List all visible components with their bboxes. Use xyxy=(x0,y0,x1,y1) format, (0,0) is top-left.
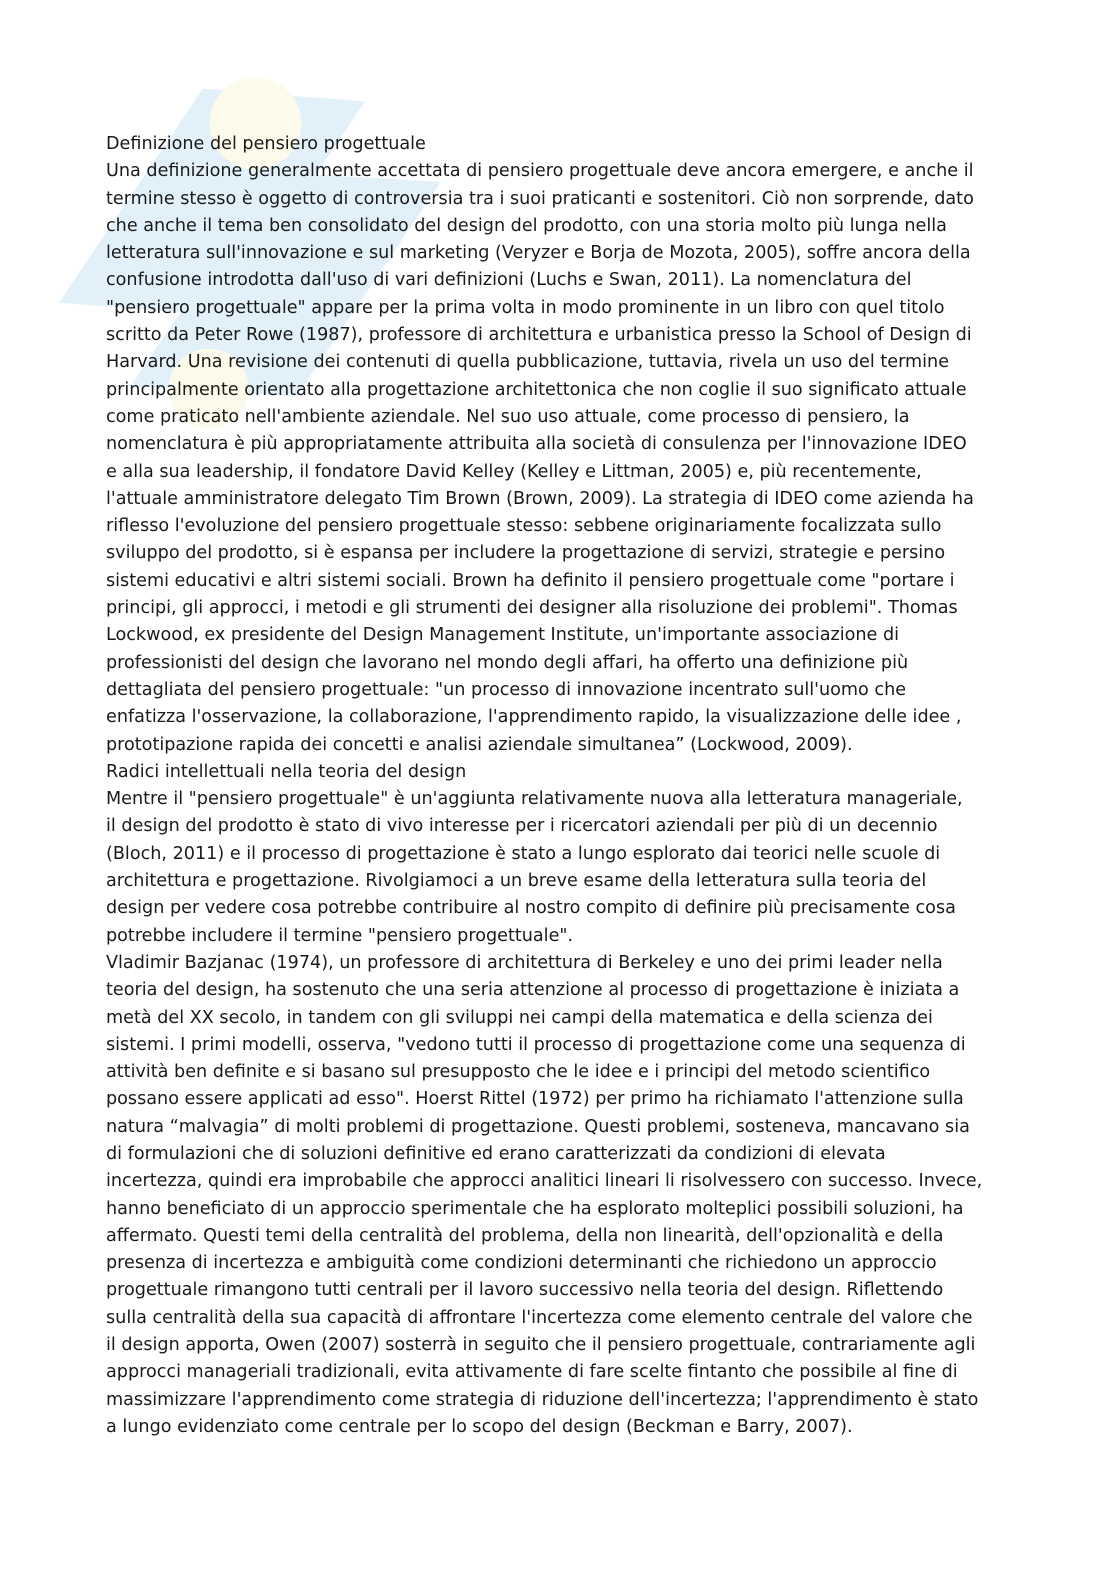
text-line: (Bloch, 2011) e il processo di progettazione è stato a lungo esplorato dai teorici nelle scuole di xyxy=(106,843,941,864)
text-line: sviluppo del prodotto, si è espansa per includere la progettazione di servizi, strategie e persino xyxy=(106,543,946,564)
text-line: il design apporta, Owen (2007) sosterrà in seguito che il pensiero progettuale, contrariamente agli xyxy=(106,1335,976,1356)
text-line: termine stesso è oggetto di controversia tra i suoi praticanti e sostenitori. Ciò non sorprende, dato xyxy=(106,188,974,209)
text-line: attività ben definite e si basano sul presupposto che le idee e i principi del metodo scientifico xyxy=(106,1062,931,1083)
text-line: Mentre il "pensiero progettuale" è un'aggiunta relativamente nuova alla letteratura manageriale, xyxy=(106,789,963,810)
text-line: natura “malvagia” di molti problemi di progettazione. Questi problemi, sosteneva, mancavano sia xyxy=(106,1116,970,1137)
text-line: e alla sua leadership, il fondatore David Kelley (Kelley e Littman, 2005) e, più recentemente, xyxy=(106,461,922,482)
text-line: Una definizione generalmente accettata di pensiero progettuale deve ancora emergere, e anche il xyxy=(106,161,974,182)
text-line: approcci manageriali tradizionali, evita attivamente di fare scelte fintanto che possibile al fine di xyxy=(106,1362,958,1383)
text-line: principalmente orientato alla progettazione architettonica che non coglie il suo significato attuale xyxy=(106,379,967,400)
text-line: teoria del design, ha sostenuto che una seria attenzione al processo di progettazione è iniziata a xyxy=(106,980,960,1001)
text-line: enfatizza l'osservazione, la collaborazione, l'apprendimento rapido, la visualizzazione delle idee , xyxy=(106,707,962,728)
text-line: potrebbe includere il termine "pensiero progettuale". xyxy=(106,925,574,946)
text-line: l'attuale amministratore delegato Tim Brown (Brown, 2009). La strategia di IDEO come azienda ha xyxy=(106,488,974,509)
text-line: "pensiero progettuale" appare per la prima volta in modo prominente in un libro con quel titolo xyxy=(106,297,945,318)
text-line: a lungo evidenziato come centrale per lo scopo del design (Beckman e Barry, 2007). xyxy=(106,1416,853,1437)
text-line: affermato. Questi temi della centralità del problema, della non linearità, dell'opzionalità e della xyxy=(106,1225,944,1246)
document-body xyxy=(106,131,1006,1441)
text-line: sulla centralità della sua capacità di affrontare l'incertezza come elemento centrale del valore che xyxy=(106,1307,973,1328)
text-line: riflesso l'evoluzione del pensiero progettuale stesso: sebbene originariamente focalizzata sullo xyxy=(106,516,942,537)
text-line: dettagliata del pensiero progettuale: "un processo di innovazione incentrato sull'uomo che xyxy=(106,679,907,700)
text-line: metà del XX secolo, in tandem con gli sviluppi nei campi della matematica e della scienza dei xyxy=(106,1007,933,1028)
text-line: Lockwood, ex presidente del Design Management Institute, un'importante associazione di xyxy=(106,625,900,646)
text-line: confusione introdotta dall'uso di vari definizioni (Luchs e Swan, 2011). La nomenclatura del xyxy=(106,270,912,291)
text-line: design per vedere cosa potrebbe contribuire al nostro compito di definire più precisamente cosa xyxy=(106,898,956,919)
text-line: massimizzare l'apprendimento come strategia di riduzione dell'incertezza; l'apprendimento è stato xyxy=(106,1389,979,1410)
text-line: che anche il tema ben consolidato del design del prodotto, con una storia molto più lunga nella xyxy=(106,215,947,236)
text-line: sistemi. I primi modelli, osserva, "vedono tutti il processo di progettazione come una sequenza di xyxy=(106,1034,966,1055)
text-line: Vladimir Bazjanac (1974), un professore di architettura di Berkeley e uno dei primi leader nella xyxy=(106,952,943,973)
text-line: sistemi educativi e altri sistemi sociali. Brown ha definito il pensiero progettuale come "portare i xyxy=(106,570,955,591)
text-line: presenza di incertezza e ambiguità come condizioni determinanti che richiedono un approccio xyxy=(106,1253,937,1274)
text-line: il design del prodotto è stato di vivo interesse per i ricercatori aziendali per più di un decennio xyxy=(106,816,938,837)
text-line: architettura e progettazione. Rivolgiamoci a un breve esame della letteratura sulla teoria del xyxy=(106,871,927,892)
text-line: progettuale rimangono tutti centrali per il lavoro successivo nella teoria del design. Riflettendo xyxy=(106,1280,944,1301)
text-line: principi, gli approcci, i metodi e gli strumenti dei designer alla risoluzione dei problemi". Thomas xyxy=(106,598,958,619)
text-line: hanno beneficiato di un approccio sperimentale che ha esplorato molteplici possibili soluzioni, ha xyxy=(106,1198,964,1219)
text-line: letteratura sull'innovazione e sul marketing (Veryzer e Borja de Mozota, 2005), soffre ancora della xyxy=(106,243,971,264)
text-line: scritto da Peter Rowe (1987), professore di architettura e urbanistica presso la School of Design di xyxy=(106,325,972,346)
text-line: incertezza, quindi era improbabile che approcci analitici lineari li risolvessero con successo. Invece, xyxy=(106,1171,983,1192)
text-line: nomenclatura è più appropriatamente attribuita alla società di consulenza per l'innovazione IDEO xyxy=(106,434,967,455)
section-heading-definizione: Definizione del pensiero progettuale xyxy=(106,134,426,154)
text-line: prototipazione rapida dei concetti e analisi aziendale simultanea” (Lockwood, 2009). xyxy=(106,734,853,755)
text-line: come praticato nell'ambiente aziendale. Nel suo uso attuale, come processo di pensiero, la xyxy=(106,406,910,427)
text-line: possano essere applicati ad esso". Hoerst Rittel (1972) per primo ha richiamato l'attenzione sulla xyxy=(106,1089,964,1110)
text-line: di formulazioni che di soluzioni definitive ed erano caratterizzati da condizioni di elevata xyxy=(106,1143,886,1164)
section-heading-radici: Radici intellettuali nella teoria del design xyxy=(106,761,467,782)
text-line: professionisti del design che lavorano nel mondo degli affari, ha offerto una definizione più xyxy=(106,652,909,673)
text-line: Harvard. Una revisione dei contenuti di quella pubblicazione, tuttavia, rivela un uso del termine xyxy=(106,352,950,373)
